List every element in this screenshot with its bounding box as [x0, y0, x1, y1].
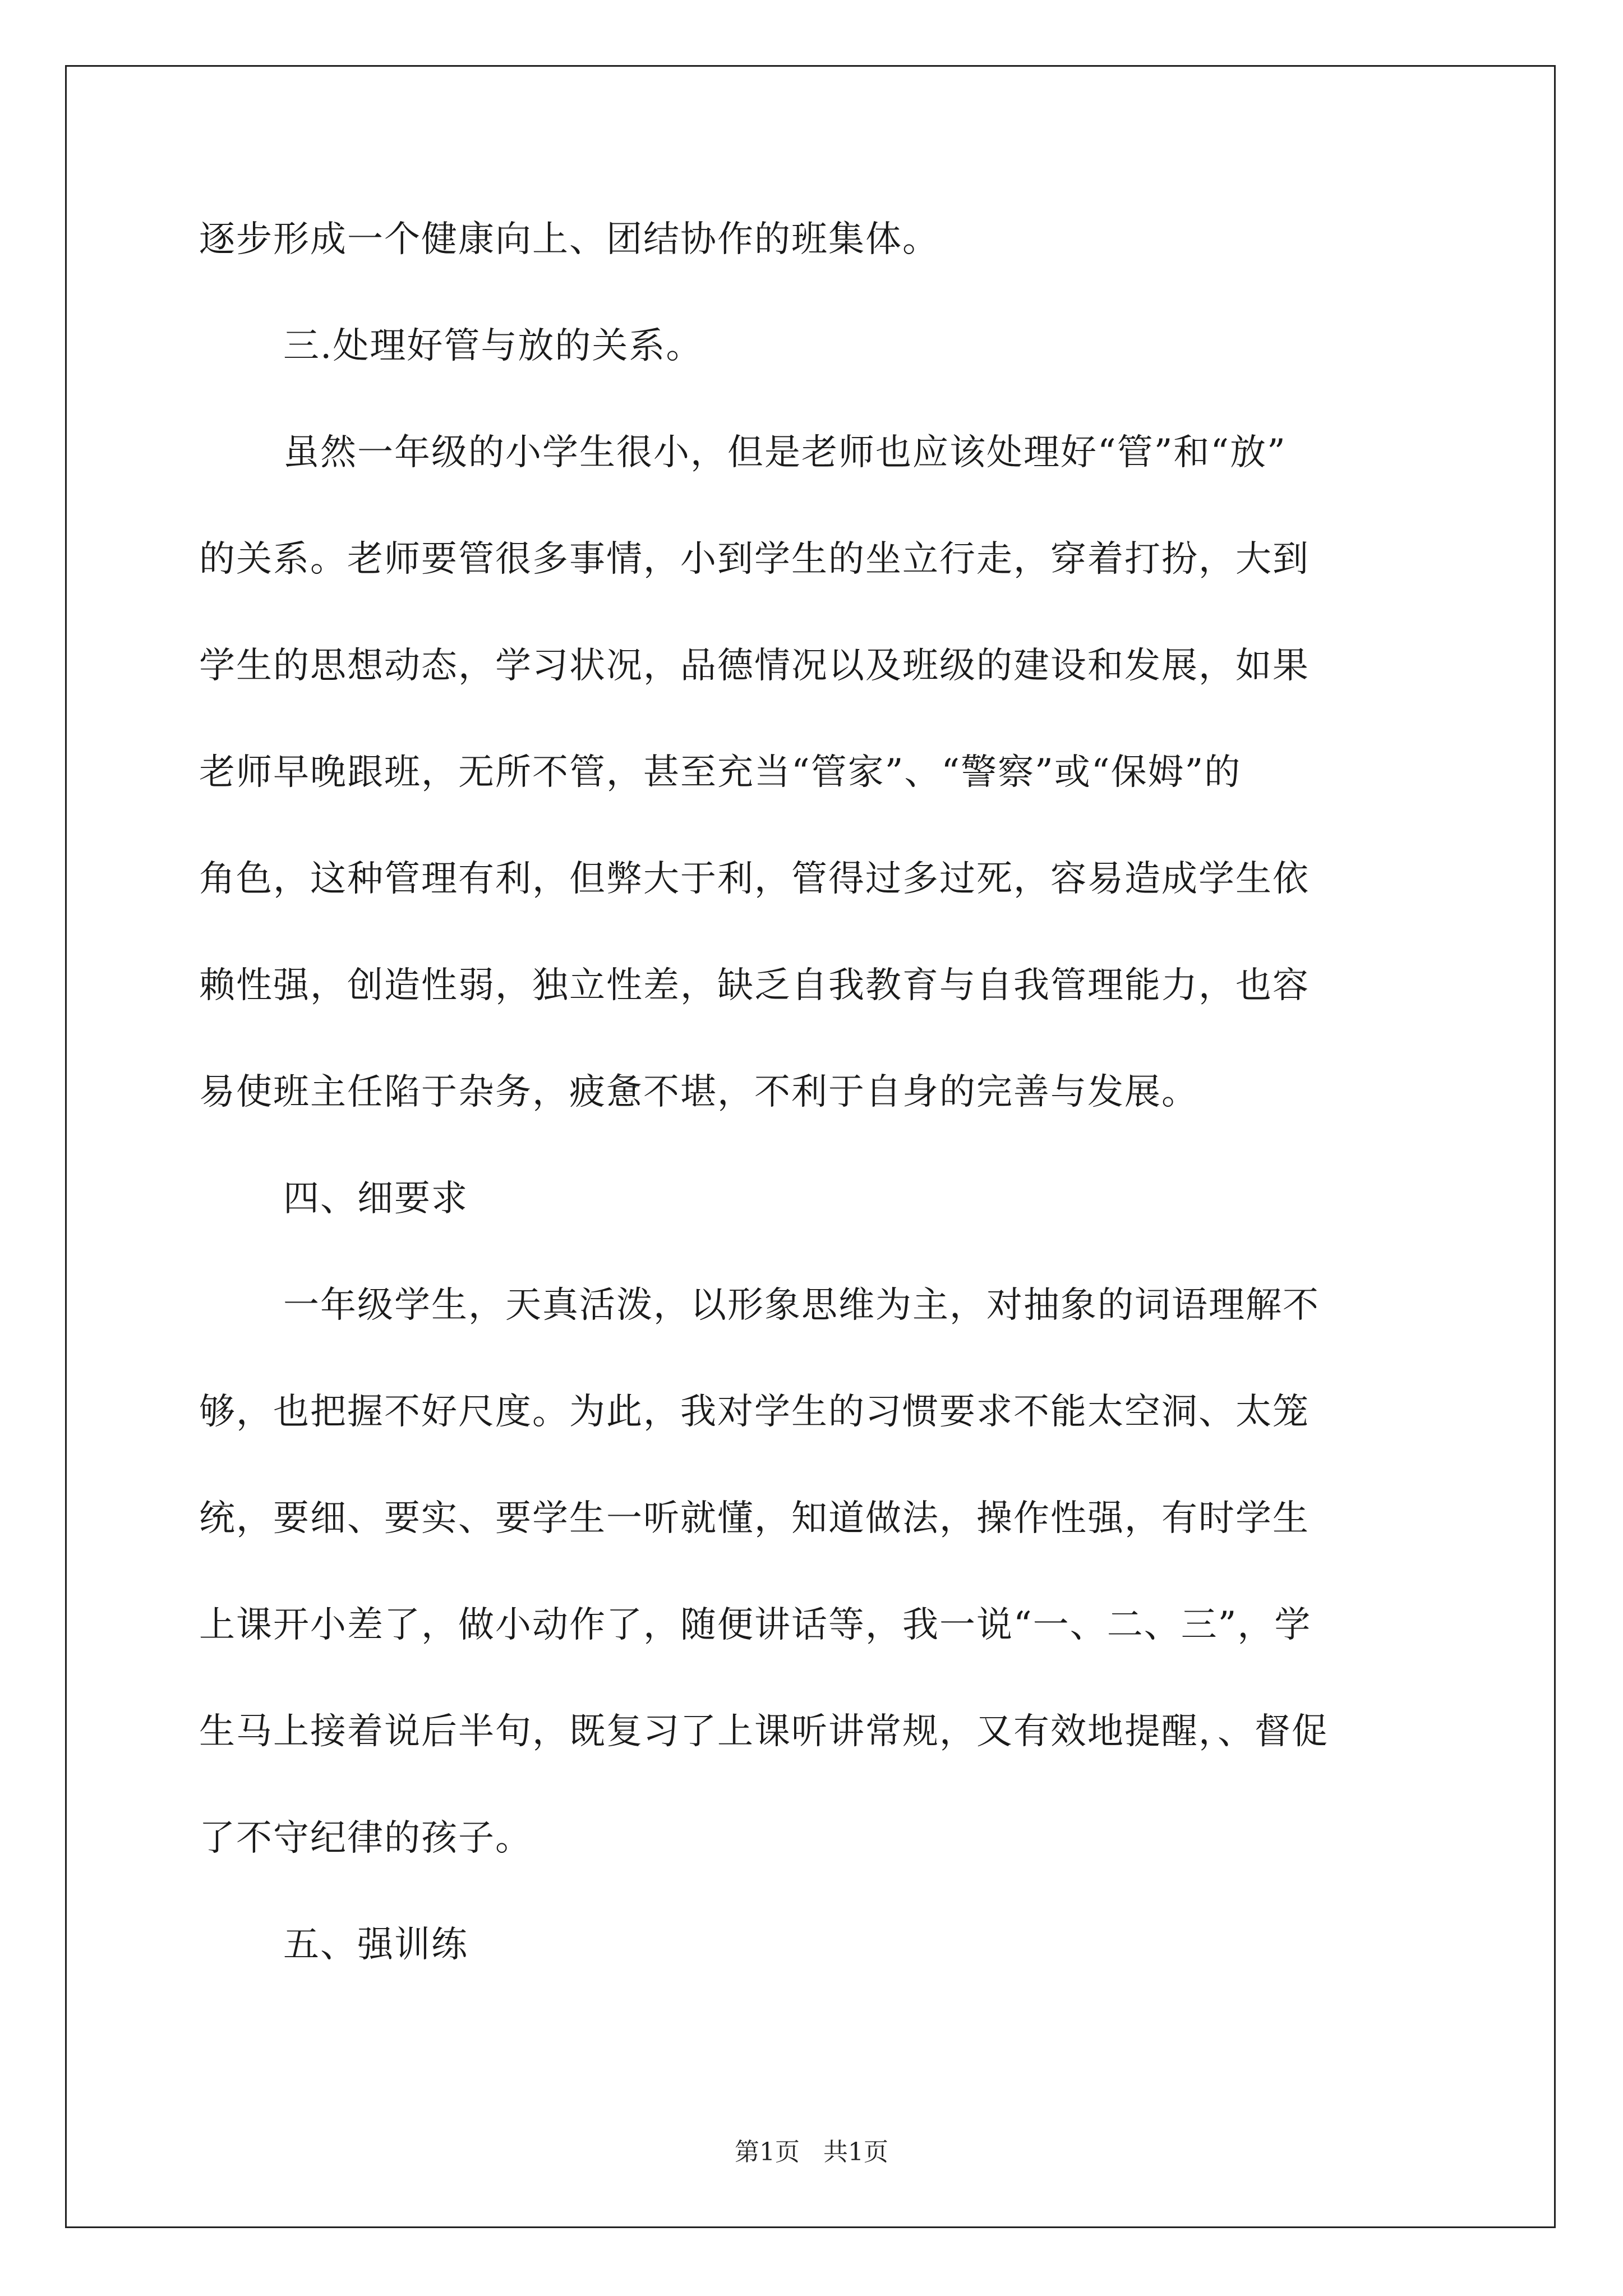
text-line: 赖性强，创造性弱，独立性差，缺乏自我教育与自我管理能力，也容	[199, 965, 1310, 1006]
page-number: 第1页	[735, 2138, 800, 2166]
text-line: 一年级学生，天真活泼，以形象思维为主，对抽象的词语理解不	[283, 1285, 1320, 1326]
text-line: 的关系。老师要管很多事情，小到学生的坐立行走，穿着打扮，大到	[199, 539, 1310, 580]
page-total: 共1页	[823, 2138, 888, 2166]
text-line: 生马上接着说后半句，既复习了上课听讲常规，又有效地提醒，、督促	[199, 1711, 1329, 1752]
text-line: 角色，这种管理有利，但弊大于利，管得过多过死，容易造成学生依	[199, 858, 1310, 900]
text-line: 了不守纪律的孩子。	[199, 1818, 532, 1859]
section-heading-3: 三.处理好管与放的关系。	[283, 325, 703, 367]
text-line: 统，要细、要实、要学生一听就懂，知道做法，操作性强，有时学生	[199, 1498, 1310, 1539]
text-line: 老师早晚跟班，无所不管，甚至充当“管家”、“警察”或“保姆”的	[199, 752, 1242, 793]
text-line: 上课开小差了，做小动作了，随便讲话等，我一说“一、二、三”，学	[199, 1604, 1312, 1646]
page-border	[65, 65, 1556, 2228]
text-line: 逐步形成一个健康向上、团结协作的班集体。	[199, 219, 939, 260]
text-line: 虽然一年级的小学生很小，但是老师也应该处理好“管”和“放”	[283, 432, 1287, 473]
page-footer	[0, 2132, 1623, 2168]
text-line: 易使班主任陷于杂务，疲惫不堪，不利于自身的完善与发展。	[199, 1071, 1198, 1113]
text-line: 够，也把握不好尺度。为此，我对学生的习惯要求不能太空洞、太笼	[199, 1391, 1310, 1433]
section-heading-4: 四、细要求	[283, 1178, 468, 1220]
text-line: 学生的思想动态，学习状况，品德情况以及班级的建设和发展，如果	[199, 645, 1310, 687]
section-heading-5: 五、强训练	[283, 1924, 468, 1966]
